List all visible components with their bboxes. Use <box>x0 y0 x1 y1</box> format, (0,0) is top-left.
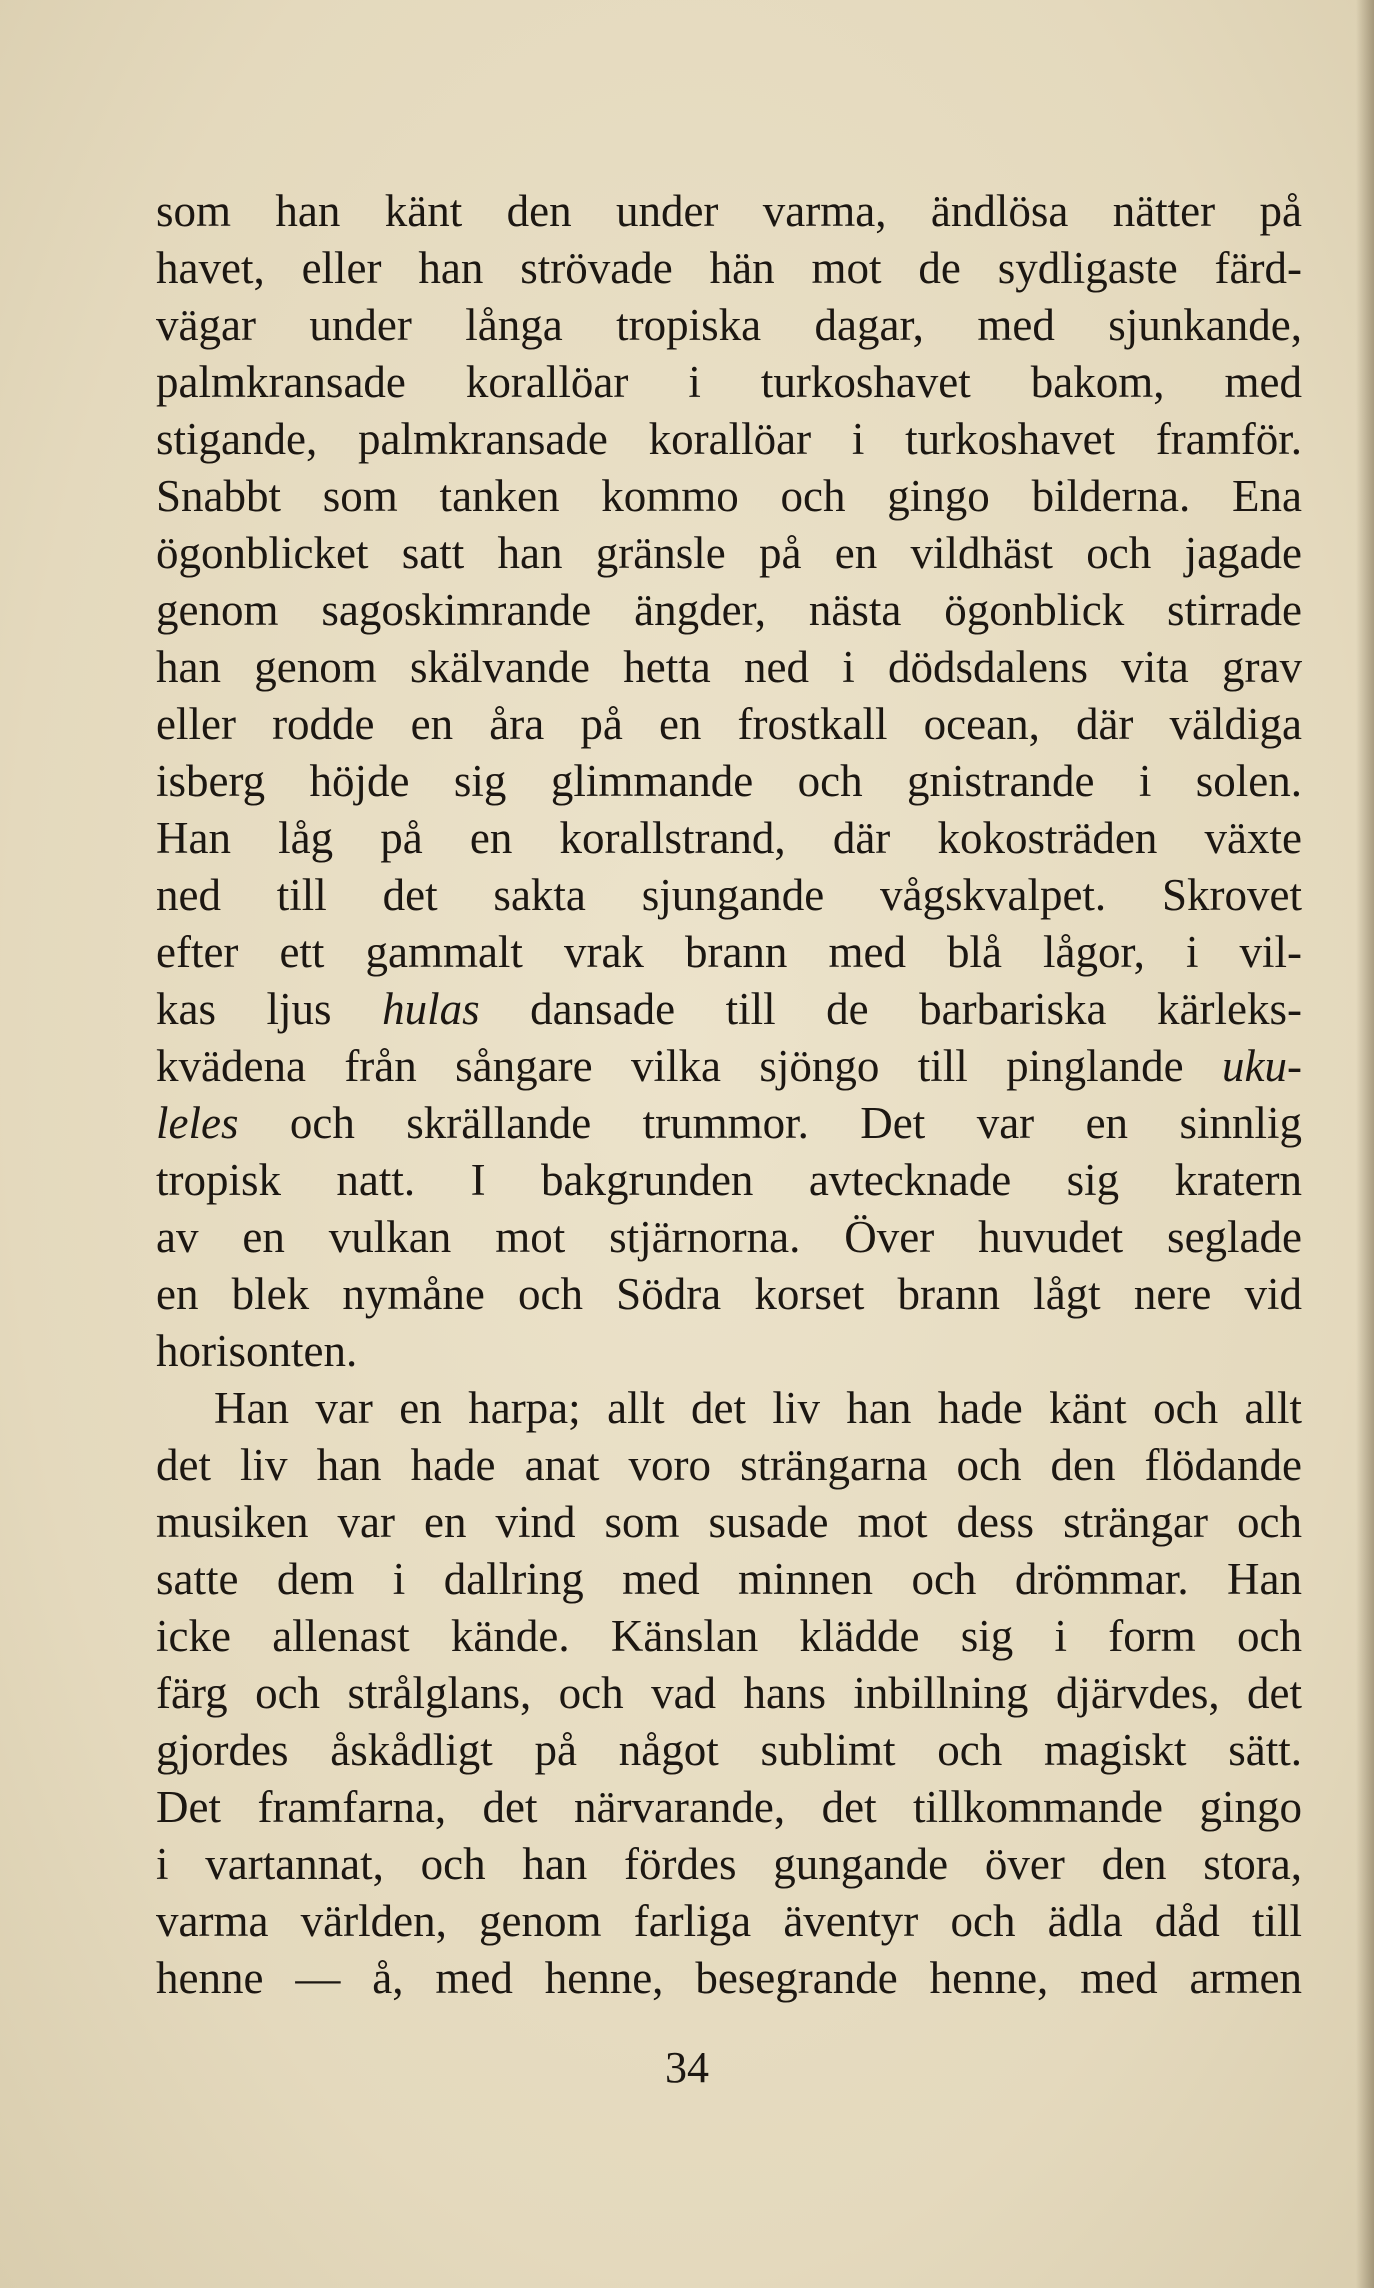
page-edge-shadow <box>1356 0 1374 2288</box>
text-line: eller rodde en åra på en frostkall ocean, där väldiga <box>156 699 1302 749</box>
body-text <box>156 183 1302 2007</box>
text-line: Det framfarna, det närvarande, det tillkommande gingo <box>156 1782 1302 1832</box>
page-number: 34 <box>665 2043 709 2092</box>
text-line: satte dem i dallring med minnen och drömmar. Han <box>156 1554 1302 1604</box>
text-line: som han känt den under varma, ändlösa nätter på <box>156 186 1302 236</box>
text-line: henne — å, med henne, besegrande henne, med armen <box>156 1953 1302 2003</box>
italic-word: uku- <box>1222 1041 1302 1091</box>
text-line-with-italic <box>156 981 1302 1038</box>
text-line: ned till det sakta sjungande vågskvalpet. Skrovet <box>156 870 1302 920</box>
text-line: en blek nymåne och Södra korset brann lågt nere vid <box>156 1269 1302 1319</box>
text-fragment: kas ljus <box>156 984 383 1034</box>
text-line: vägar under långa tropiska dagar, med sjunkande, <box>156 300 1302 350</box>
text-line: genom sagoskimrande ängder, nästa ögonblick stirrade <box>156 585 1302 635</box>
text-line: stigande, palmkransade korallöar i turkoshavet framför. <box>156 414 1302 464</box>
paragraph-1 <box>156 183 1302 1380</box>
paragraph-2 <box>156 1380 1302 2007</box>
text-line: han genom skälvande hetta ned i dödsdalens vita grav <box>156 642 1302 692</box>
text-line: horisonten. <box>156 1326 358 1376</box>
text-fragment: kvädena från sångare vilka sjöngo till pinglande <box>156 1041 1223 1091</box>
text-line: havet, eller han strövade hän mot de sydligaste färd- <box>156 243 1302 293</box>
text-line: musiken var en vind som susade mot dess strängar och <box>156 1497 1302 1547</box>
text-line: varma världen, genom farliga äventyr och ädla dåd till <box>156 1896 1302 1946</box>
text-fragment: dansade till de barbariska kärleks- <box>479 984 1302 1034</box>
italic-word: hulas <box>382 984 480 1034</box>
text-line: icke allenast kände. Känslan klädde sig i form och <box>156 1611 1302 1661</box>
text-line: Han låg på en korallstrand, där kokosträden växte <box>156 813 1302 863</box>
text-line-with-italic <box>156 1038 1302 1095</box>
text-line: i vartannat, och han fördes gungande över den stora, <box>156 1839 1302 1889</box>
text-line: isberg höjde sig glimmande och gnistrande i solen. <box>156 756 1302 806</box>
text-fragment: och skrällande trummor. Det var en sinnlig <box>238 1098 1302 1148</box>
text-line: Snabbt som tanken kommo och gingo bilderna. Ena <box>156 471 1302 521</box>
text-line: palmkransade korallöar i turkoshavet bakom, med <box>156 357 1302 407</box>
text-line: färg och strålglans, och vad hans inbillning djärvdes, det <box>156 1668 1302 1718</box>
italic-word: leles <box>156 1098 239 1148</box>
text-line: av en vulkan mot stjärnorna. Över huvudet seglade <box>156 1212 1302 1262</box>
text-line: tropisk natt. I bakgrunden avtecknade sig kratern <box>156 1155 1302 1205</box>
text-line: ögonblicket satt han gränsle på en vildhäst och jagade <box>156 528 1302 578</box>
text-line-with-italic <box>156 1095 1302 1152</box>
text-line: det liv han hade anat voro strängarna och den flödande <box>156 1440 1302 1490</box>
text-line: gjordes åskådligt på något sublimt och magiskt sätt. <box>156 1725 1302 1775</box>
text-line: efter ett gammalt vrak brann med blå lågor, i vil- <box>156 927 1302 977</box>
text-line: Han var en harpa; allt det liv han hade känt och allt <box>214 1383 1302 1433</box>
